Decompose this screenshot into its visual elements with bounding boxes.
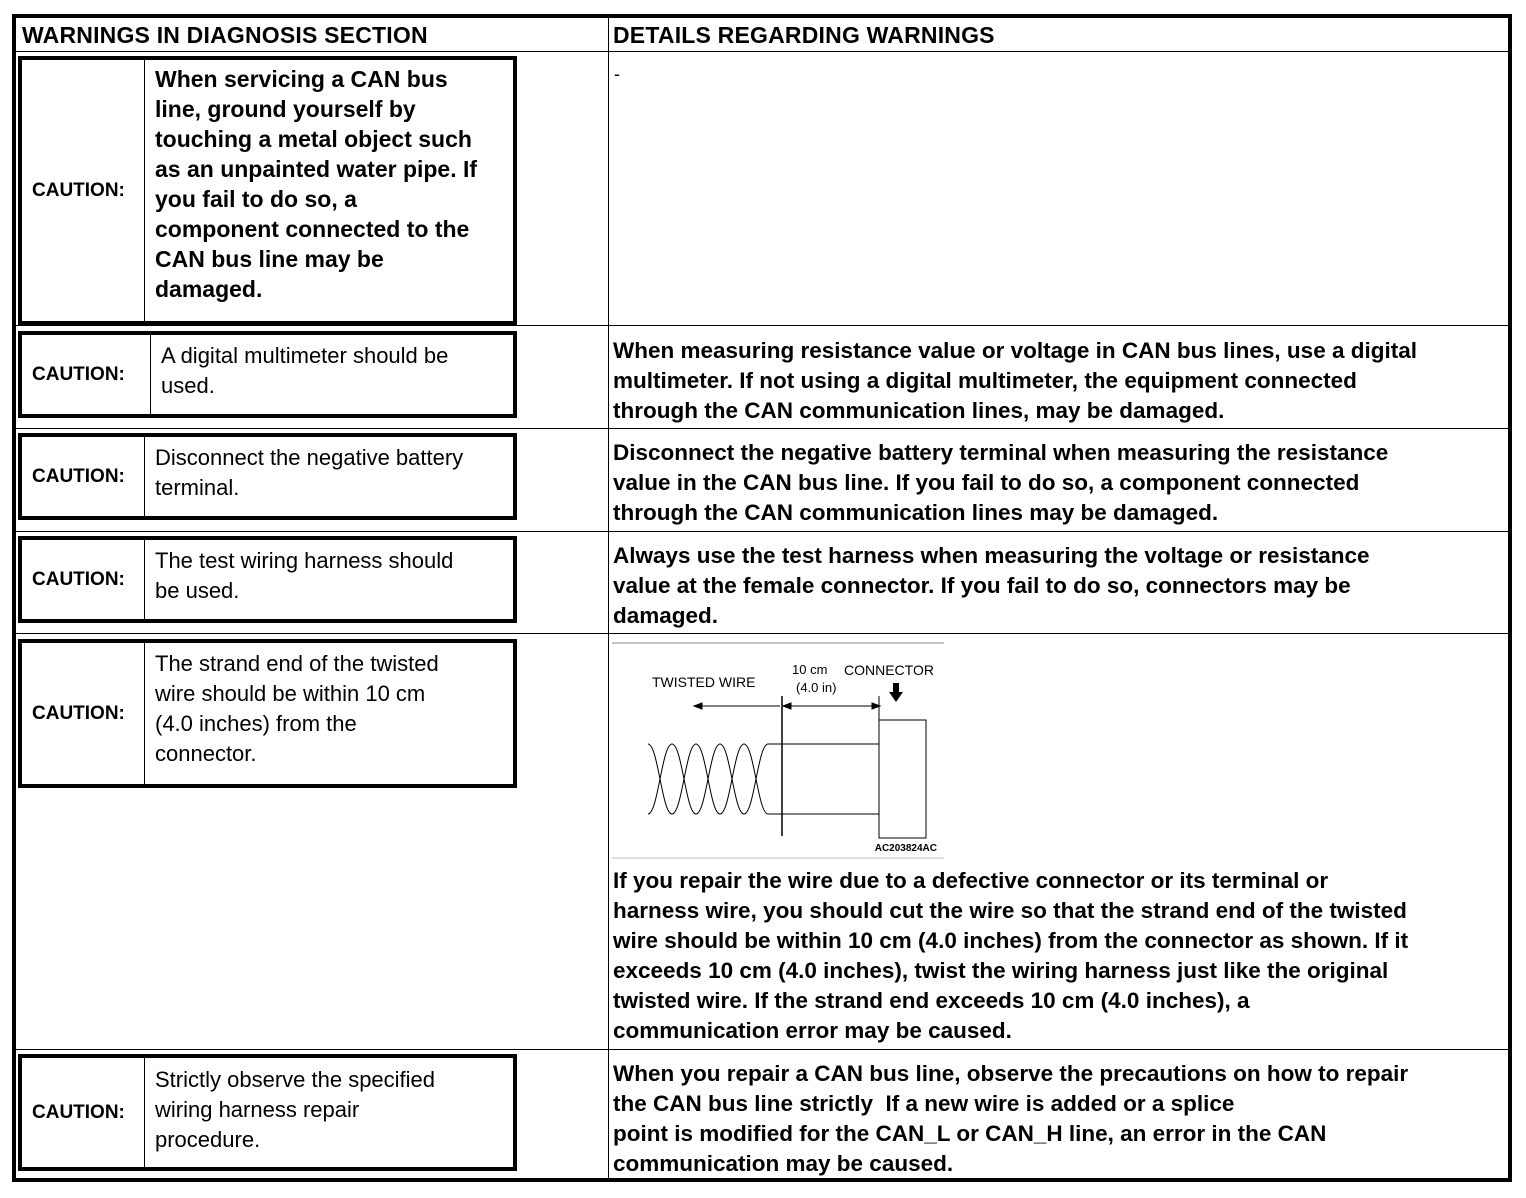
details-line: When measuring resistance value or voltage in CAN bus lines, use a digital bbox=[613, 338, 1417, 363]
distance-in-label: (4.0 in) bbox=[796, 680, 837, 695]
header-details-regarding-warnings: DETAILS REGARDING WARNINGS bbox=[613, 22, 995, 48]
connector-arrow-icon bbox=[889, 683, 903, 702]
warning-line: The strand end of the twisted bbox=[155, 651, 439, 676]
details-empty-dash: - bbox=[614, 64, 620, 84]
warning-line: Disconnect the negative battery bbox=[155, 445, 464, 470]
row-divider bbox=[16, 1049, 1508, 1050]
warning-line: terminal. bbox=[155, 475, 240, 500]
row-divider bbox=[16, 531, 1508, 532]
details-repair-procedure bbox=[613, 1059, 1504, 1179]
warning-line: wiring harness repair bbox=[155, 1097, 360, 1122]
details-test-harness bbox=[613, 541, 1504, 631]
details-line: exceeds 10 cm (4.0 inches), twist the wiring harness just like the original bbox=[613, 958, 1389, 983]
details-multimeter bbox=[613, 336, 1504, 426]
details-line: point is modified for the CAN_L or CAN_H line, an error in the CAN bbox=[613, 1121, 1327, 1146]
warning-line: line, ground yourself by bbox=[155, 96, 416, 122]
warning-line: A digital multimeter should be bbox=[161, 343, 449, 368]
ten-cm-dimension-arrow bbox=[783, 703, 880, 709]
header-divider bbox=[16, 51, 1508, 52]
caution-label: CAUTION: bbox=[22, 540, 145, 619]
caution-label: CAUTION: bbox=[22, 1058, 145, 1167]
details-line: damaged. bbox=[613, 603, 719, 628]
caution-box-test-harness bbox=[18, 536, 517, 623]
details-line: value in the CAN bus line. If you fail to do so, a component connected bbox=[613, 470, 1360, 495]
details-line: communication may be caused. bbox=[613, 1151, 954, 1176]
twisted-wire-diagram bbox=[612, 640, 944, 860]
warning-line: Strictly observe the specified bbox=[155, 1067, 436, 1092]
details-line: multimeter. If not using a digital multimeter, the equipment connected bbox=[613, 368, 1357, 393]
twisted-wire-strands bbox=[648, 744, 782, 814]
caution-label: CAUTION: bbox=[22, 643, 145, 784]
details-line: If you repair the wire due to a defective connector or its terminal or bbox=[613, 868, 1329, 893]
caution-box-battery bbox=[18, 433, 517, 520]
caution-label: CAUTION: bbox=[22, 60, 145, 321]
warning-line: be used. bbox=[155, 578, 240, 603]
warning-line: used. bbox=[161, 373, 215, 398]
warning-text bbox=[145, 60, 513, 321]
warning-line: damaged. bbox=[155, 276, 263, 302]
row-divider bbox=[16, 325, 1508, 326]
connector-label: CONNECTOR bbox=[844, 662, 934, 678]
warning-line: component connected to the bbox=[155, 216, 470, 242]
warning-line: as an unpainted water pipe. If bbox=[155, 156, 478, 182]
details-line: through the CAN communication lines may be damaged. bbox=[613, 500, 1219, 525]
details-line: Always use the test harness when measuring the voltage or resistance bbox=[613, 543, 1370, 568]
warning-line: The test wiring harness should bbox=[155, 548, 454, 573]
details-line: communication error may be caused. bbox=[613, 1018, 1012, 1043]
warning-text bbox=[151, 335, 513, 414]
warning-line: connector. bbox=[155, 741, 257, 766]
caution-box-repair-procedure bbox=[18, 1054, 517, 1171]
caution-box-multimeter bbox=[18, 331, 517, 418]
caution-box-twisted-wire bbox=[18, 639, 517, 788]
figure-id: AC203824AC bbox=[874, 843, 937, 854]
row-divider bbox=[16, 633, 1508, 634]
twisted-wire-label: TWISTED WIRE bbox=[652, 674, 756, 690]
caution-box-grounding bbox=[18, 56, 517, 325]
details-line: When you repair a CAN bus line, observe the precautions on how to repair bbox=[613, 1061, 1409, 1086]
warnings-table bbox=[12, 14, 1512, 1182]
distance-cm-label: 10 cm bbox=[792, 662, 828, 677]
warning-line: touching a metal object such bbox=[155, 126, 472, 152]
warning-text bbox=[145, 540, 513, 619]
details-line: the CAN bus line strictly If a new wire is added or a splice bbox=[613, 1091, 1235, 1116]
warning-text bbox=[145, 643, 513, 784]
connector-block bbox=[879, 720, 926, 838]
warning-line: wire should be within 10 cm bbox=[155, 681, 426, 706]
details-line: twisted wire. If the strand end exceeds 10 cm (4.0 inches), a bbox=[613, 988, 1250, 1013]
warning-text bbox=[145, 437, 513, 516]
details-twisted-wire bbox=[613, 866, 1504, 1046]
details-line: wire should be within 10 cm (4.0 inches) from the connector as shown. If it bbox=[613, 928, 1409, 953]
warning-line: (4.0 inches) from the bbox=[155, 711, 357, 736]
warning-line: When servicing a CAN bus bbox=[155, 66, 448, 92]
details-line: harness wire, you should cut the wire so that the strand end of the twisted bbox=[613, 898, 1407, 923]
header-warnings-in-diagnosis: WARNINGS IN DIAGNOSIS SECTION bbox=[22, 22, 428, 48]
column-divider bbox=[608, 18, 609, 1178]
warning-line: you fail to do so, a bbox=[155, 186, 357, 212]
details-battery bbox=[613, 438, 1504, 528]
details-line: Disconnect the negative battery terminal when measuring the resistance bbox=[613, 440, 1389, 465]
details-line: value at the female connector. If you fail to do so, connectors may be bbox=[613, 573, 1351, 598]
twisted-wire-dimension-arrow bbox=[694, 703, 780, 709]
details-line: through the CAN communication lines, may be damaged. bbox=[613, 398, 1225, 423]
caution-label: CAUTION: bbox=[22, 335, 151, 414]
row-divider bbox=[16, 428, 1508, 429]
warning-line: CAN bus line may be bbox=[155, 246, 384, 272]
caution-label: CAUTION: bbox=[22, 437, 145, 516]
warning-text bbox=[145, 1058, 513, 1167]
warning-line: procedure. bbox=[155, 1127, 261, 1152]
